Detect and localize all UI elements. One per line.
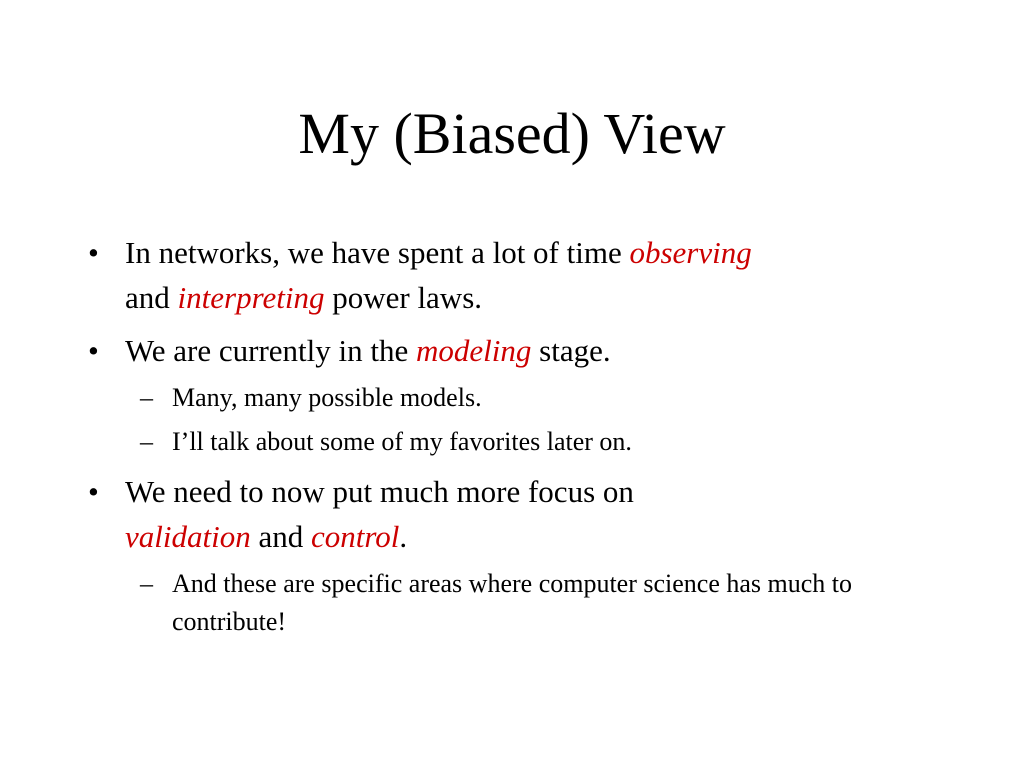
bullet-item-modeling bbox=[88, 328, 958, 461]
sub-bullet-item bbox=[125, 423, 958, 461]
bullet-text: We are currently in the bbox=[125, 333, 417, 368]
sub-bullet-list bbox=[125, 565, 958, 641]
emphasis-modeling: modeling bbox=[416, 333, 532, 368]
bullet-text: and bbox=[250, 519, 311, 554]
bullet-marker: • bbox=[88, 474, 99, 509]
sub-bullet-text: Many, many possible models. bbox=[172, 383, 482, 412]
bullet-item-validation bbox=[88, 469, 958, 641]
bullet-list bbox=[88, 230, 958, 649]
slide-title: My (Biased) View bbox=[298, 101, 726, 166]
bullet-text: and bbox=[125, 280, 178, 315]
bullet-text: We need to now put much more focus on bbox=[125, 474, 634, 509]
emphasis-observing: observing bbox=[629, 235, 752, 270]
sub-bullet-list bbox=[125, 379, 958, 461]
bullet-marker: • bbox=[88, 333, 99, 368]
bullet-text: power laws. bbox=[324, 280, 483, 315]
dash-marker: – bbox=[140, 383, 153, 412]
dash-marker: – bbox=[140, 427, 153, 456]
dash-marker: – bbox=[140, 569, 153, 598]
emphasis-validation: validation bbox=[125, 519, 251, 554]
emphasis-control: control bbox=[310, 519, 400, 554]
sub-bullet-text: And these are specific areas where computer science has much to contribute! bbox=[172, 569, 853, 636]
bullet-text: In networks, we have spent a lot of time bbox=[125, 235, 630, 270]
emphasis-interpreting: interpreting bbox=[177, 280, 325, 315]
bullet-text: stage. bbox=[531, 333, 611, 368]
sub-bullet-item bbox=[125, 565, 958, 641]
bullet-text: . bbox=[399, 519, 408, 554]
sub-bullet-text: I’ll talk about some of my favorites later on. bbox=[172, 427, 632, 456]
bullet-marker: • bbox=[88, 235, 99, 270]
sub-bullet-item bbox=[125, 379, 958, 417]
bullet-item-observing bbox=[88, 230, 958, 320]
